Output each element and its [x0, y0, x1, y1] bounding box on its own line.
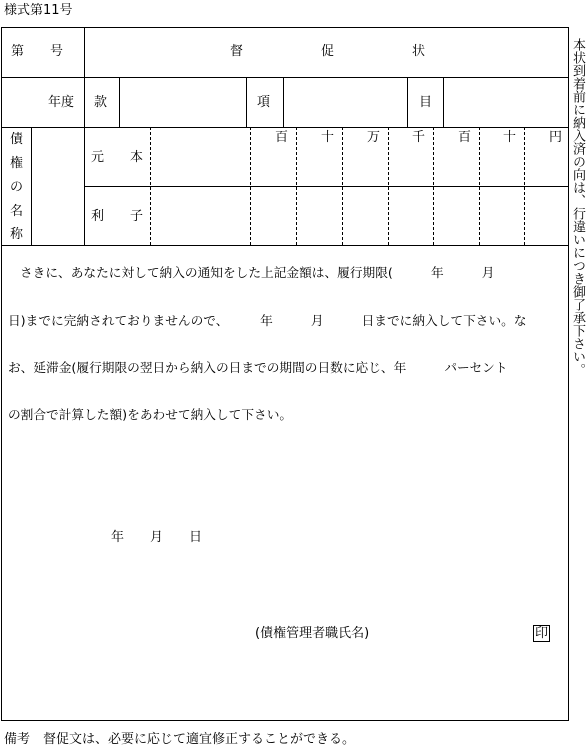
unit-label: 百: [275, 130, 289, 145]
amount-dash: [150, 127, 151, 245]
claim-name-char: 権: [10, 156, 24, 171]
seal-box: 印: [535, 626, 549, 641]
amount-dash: [388, 127, 389, 245]
col-divider: [119, 77, 120, 127]
col-divider: [443, 77, 444, 127]
col-divider: [407, 77, 408, 127]
col-divider: [84, 27, 85, 245]
unit-label: 十: [321, 130, 335, 145]
claim-name-char: の: [10, 180, 24, 195]
unit-label: 十: [503, 130, 517, 145]
official-name-label: (債権管理者職氏名): [255, 626, 370, 641]
principal-label: 元 本: [91, 150, 144, 165]
col-divider: [246, 77, 247, 127]
claim-name-char: 名: [10, 204, 24, 219]
unit-label: 万: [367, 130, 381, 145]
amount-dash: [433, 127, 434, 245]
side-note: 本状到着前に納入済の向は、行違いにつき御了承下さい。: [570, 38, 585, 376]
amount-dash: [250, 127, 251, 245]
col-divider: [283, 77, 284, 127]
unit-label: 千: [412, 130, 426, 145]
row-divider: [84, 186, 569, 187]
kan-label: 款: [94, 95, 108, 110]
issue-date: 年 月 日: [111, 530, 203, 545]
unit-label: 百: [458, 130, 472, 145]
moku-label: 目: [419, 95, 433, 110]
amount-dash: [342, 127, 343, 245]
body-text-line: さきに、あなたに対して納入の通知をした上記金額は、履行期限( 年 月: [20, 265, 495, 280]
interest-label: 利 子: [91, 209, 144, 224]
body-text-line: の割合で計算した額)をあわせて納入して下さい。: [8, 407, 293, 422]
form-number: 様式第11号: [4, 3, 73, 18]
claim-name-char: 称: [10, 227, 24, 242]
fiscal-year-label: 年度: [48, 95, 75, 110]
form-title: 督 促 状: [230, 44, 426, 59]
row-divider: [1, 127, 569, 128]
number-label: 第 号: [11, 44, 64, 59]
amount-dash: [479, 127, 480, 245]
body-text-line: 日)までに完納されておりませんので、 年 月 日までに納入して下さい。な: [8, 313, 527, 328]
amount-dash: [524, 127, 525, 245]
kou-label: 項: [257, 95, 271, 110]
amount-dash: [296, 127, 297, 245]
body-text-line: お、延滞金(履行期限の翌日から納入の日までの期間の日数に応じ、年 パーセント: [8, 360, 508, 375]
row-divider: [1, 245, 569, 246]
row-divider: [1, 77, 569, 78]
unit-label: 円: [549, 130, 563, 145]
claim-name-char: 債: [10, 132, 24, 147]
col-divider: [31, 127, 32, 245]
footer-note: 備考 督促文は、必要に応じて適宜修正することができる。: [4, 732, 356, 747]
